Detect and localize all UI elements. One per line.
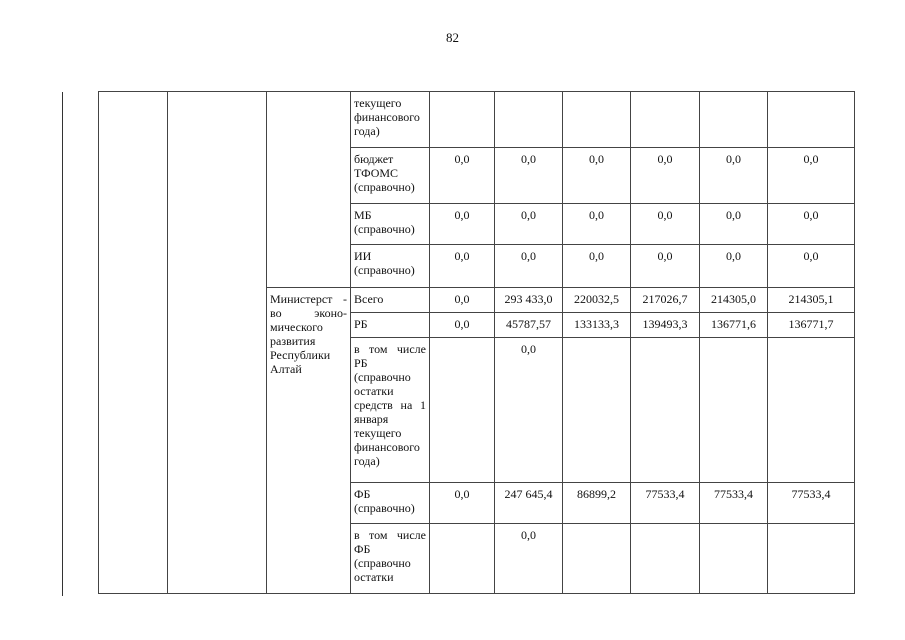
value-cell: 0,0 bbox=[631, 204, 700, 245]
value-cell bbox=[430, 338, 495, 483]
value-cell: 0,0 bbox=[495, 245, 563, 288]
left-margin-rule bbox=[62, 92, 63, 596]
row-label: текущего финансового года) bbox=[351, 92, 430, 148]
value-cell: 0,0 bbox=[495, 148, 563, 204]
table-row bbox=[99, 92, 855, 148]
value-cell: 214305,1 bbox=[768, 288, 855, 313]
page-number: 82 bbox=[446, 30, 459, 45]
value-cell: 214305,0 bbox=[700, 288, 768, 313]
value-cell: 77533,4 bbox=[700, 483, 768, 524]
empty-cell-col2 bbox=[168, 92, 267, 594]
value-cell bbox=[563, 338, 631, 483]
value-cell bbox=[563, 92, 631, 148]
value-cell: 0,0 bbox=[768, 148, 855, 204]
row-label: ФБ (справочно) bbox=[351, 483, 430, 524]
budget-table bbox=[98, 91, 855, 594]
value-cell bbox=[631, 338, 700, 483]
value-cell bbox=[563, 524, 631, 594]
value-cell: 217026,7 bbox=[631, 288, 700, 313]
value-cell: 0,0 bbox=[430, 288, 495, 313]
value-cell: 293 433,0 bbox=[495, 288, 563, 313]
row-label: в том числе ФБ (справочно остатки bbox=[351, 524, 430, 594]
value-cell: 86899,2 bbox=[563, 483, 631, 524]
value-cell: 0,0 bbox=[495, 204, 563, 245]
value-cell: 0,0 bbox=[495, 524, 563, 594]
value-cell: 0,0 bbox=[495, 338, 563, 483]
value-cell: 0,0 bbox=[700, 148, 768, 204]
value-cell: 220032,5 bbox=[563, 288, 631, 313]
value-cell: 0,0 bbox=[430, 483, 495, 524]
row-label: в том числе РБ (справочно остатки средств на 1 января текущего финансового года) bbox=[351, 338, 430, 483]
value-cell bbox=[631, 92, 700, 148]
value-cell: 0,0 bbox=[430, 313, 495, 338]
value-cell bbox=[430, 524, 495, 594]
value-cell bbox=[700, 524, 768, 594]
row-label: Всего bbox=[351, 288, 430, 313]
row-label: МБ (справочно) bbox=[351, 204, 430, 245]
value-cell: 0,0 bbox=[430, 148, 495, 204]
value-cell: 77533,4 bbox=[768, 483, 855, 524]
value-cell bbox=[768, 338, 855, 483]
row-label: бюджет ТФОМС (справочно) bbox=[351, 148, 430, 204]
value-cell: 0,0 bbox=[700, 204, 768, 245]
organization-name: Министерст - во эконо- мического развития Республики Алтай bbox=[267, 288, 351, 594]
value-cell: 0,0 bbox=[768, 245, 855, 288]
value-cell: 77533,4 bbox=[631, 483, 700, 524]
value-cell: 136771,7 bbox=[768, 313, 855, 338]
value-cell bbox=[631, 524, 700, 594]
value-cell: 0,0 bbox=[430, 245, 495, 288]
value-cell: 0,0 bbox=[700, 245, 768, 288]
value-cell: 0,0 bbox=[430, 204, 495, 245]
value-cell: 0,0 bbox=[631, 148, 700, 204]
value-cell bbox=[700, 338, 768, 483]
value-cell bbox=[495, 92, 563, 148]
row-label: ИИ (справочно) bbox=[351, 245, 430, 288]
value-cell bbox=[430, 92, 495, 148]
value-cell: 136771,6 bbox=[700, 313, 768, 338]
value-cell: 247 645,4 bbox=[495, 483, 563, 524]
value-cell: 0,0 bbox=[563, 204, 631, 245]
empty-cell-col3 bbox=[267, 92, 351, 288]
value-cell: 0,0 bbox=[631, 245, 700, 288]
value-cell: 133133,3 bbox=[563, 313, 631, 338]
value-cell: 0,0 bbox=[563, 245, 631, 288]
value-cell bbox=[700, 92, 768, 148]
value-cell: 139493,3 bbox=[631, 313, 700, 338]
value-cell bbox=[768, 524, 855, 594]
value-cell: 0,0 bbox=[768, 204, 855, 245]
value-cell: 45787,57 bbox=[495, 313, 563, 338]
empty-cell-col1 bbox=[99, 92, 168, 594]
value-cell: 0,0 bbox=[563, 148, 631, 204]
value-cell bbox=[768, 92, 855, 148]
row-label: РБ bbox=[351, 313, 430, 338]
